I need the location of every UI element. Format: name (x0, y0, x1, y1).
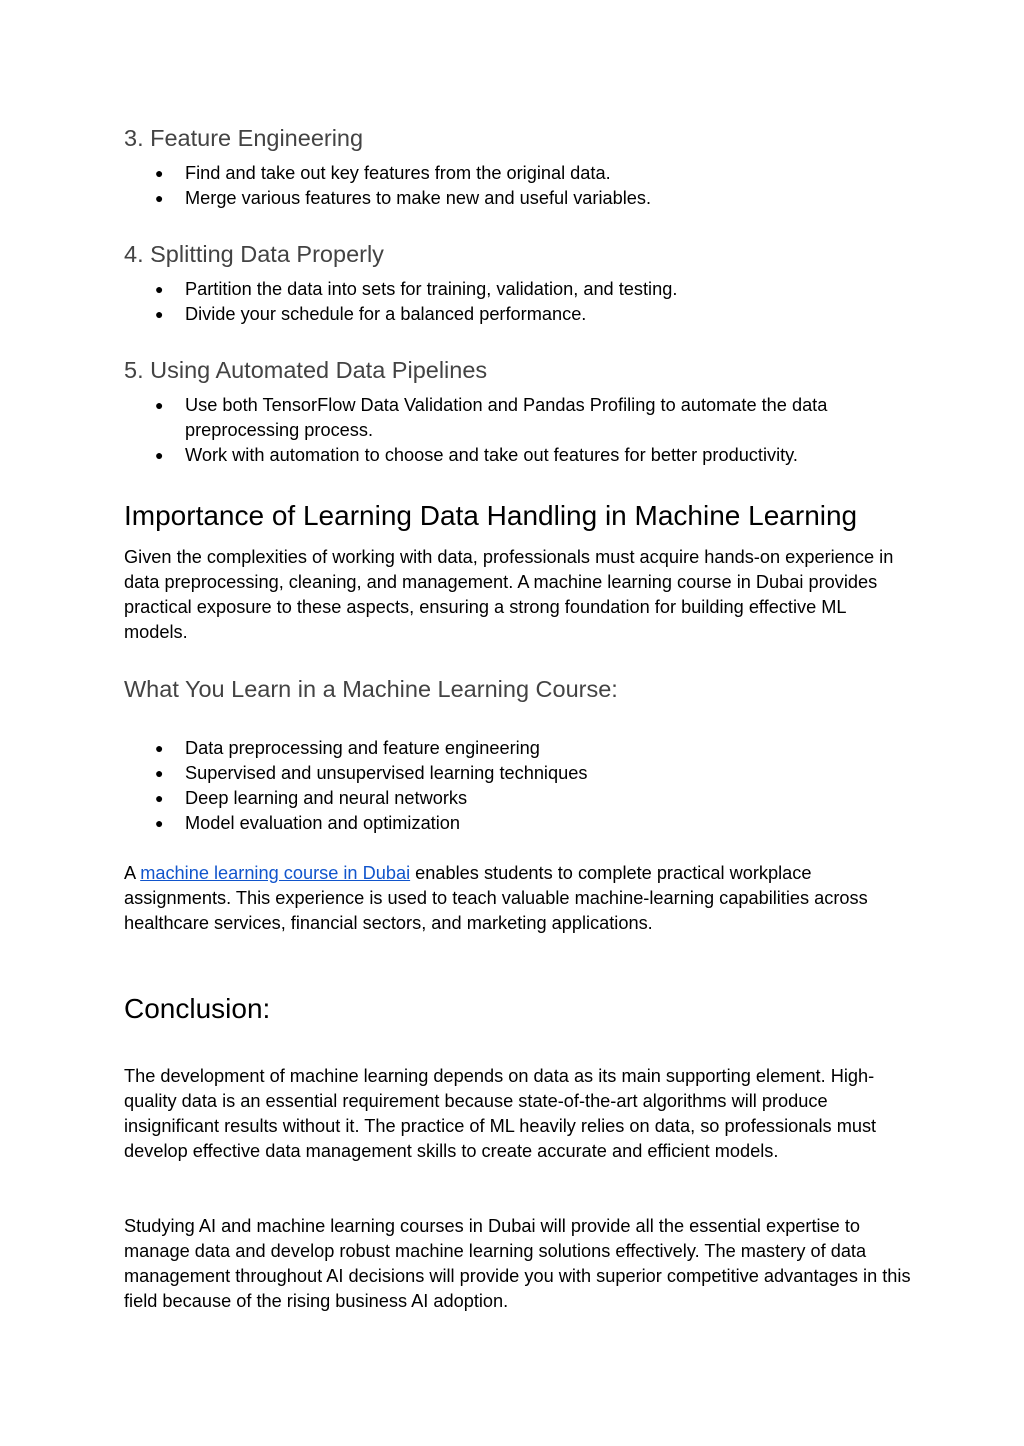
bullet-icon: ● (155, 397, 164, 413)
bullet-icon: ● (155, 790, 164, 806)
list-item: ● Supervised and unsupervised learning techniques (124, 761, 914, 786)
list-item: ● Work with automation to choose and take out features for better productivity. (124, 443, 914, 468)
list-automated-pipelines (124, 393, 914, 468)
list-what-you-learn (124, 736, 914, 836)
bullet-icon: ● (155, 190, 164, 206)
bullet-icon: ● (155, 765, 164, 781)
bullet-icon: ● (155, 740, 164, 756)
heading-splitting-data: 4. Splitting Data Properly (124, 241, 384, 267)
paragraph-course-link: A machine learning course in Dubai enables students to complete practical workplace assignments. This experience is used to teach valuable machine-learning capabilities across healthcare services, financial sectors, and marketing applications. (124, 863, 868, 933)
list-splitting-data (124, 277, 914, 327)
list-item: ● Use both TensorFlow Data Validation and Pandas Profiling to automate the data preprocessing process. (155, 395, 828, 440)
paragraph-conclusion-2: Studying AI and machine learning courses in Dubai will provide all the essential expertise to manage data and develop robust machine learning solutions effectively. The mastery of data management throughout AI decisions will provide you with superior competitive advantages in this field because of the rising business AI adoption. (124, 1216, 911, 1311)
heading-automated-pipelines: 5. Using Automated Data Pipelines (124, 357, 488, 383)
bullet-icon: ● (155, 165, 164, 181)
list-item: ● Data preprocessing and feature engineering (124, 736, 914, 761)
list-item: ● Merge various features to make new and useful variables. (124, 186, 914, 211)
list-item: ● Model evaluation and optimization (124, 811, 914, 836)
bullet-icon: ● (155, 306, 164, 322)
list-item: ● Partition the data into sets for training, validation, and testing. (124, 277, 914, 302)
course-link[interactable]: machine learning course in Dubai (140, 863, 411, 883)
bullet-icon: ● (155, 447, 164, 463)
heading-conclusion: Conclusion: (124, 993, 271, 1024)
heading-feature-engineering: 3. Feature Engineering (124, 125, 364, 151)
list-item: ● Divide your schedule for a balanced performance. (124, 302, 914, 327)
list-feature-engineering (124, 161, 914, 211)
paragraph-importance: Given the complexities of working with data, professionals must acquire hands-on experience in data preprocessing, cleaning, and management. A machine learning course in Dubai provides practical exposure to these aspects, ensuring a strong foundation for building effective ML models. (124, 547, 894, 642)
bullet-icon: ● (155, 815, 164, 831)
heading-what-you-learn: What You Learn in a Machine Learning Course: (124, 676, 618, 702)
bullet-icon: ● (155, 281, 164, 297)
heading-importance: Importance of Learning Data Handling in Machine Learning (124, 500, 858, 531)
list-item: ● Deep learning and neural networks (124, 786, 914, 811)
list-item: ● Find and take out key features from the original data. (124, 161, 914, 186)
paragraph-conclusion-1: The development of machine learning depends on data as its main supporting element. High-quality data is an essential requirement because state-of-the-art algorithms will produce insignificant results without it. The practice of ML heavily relies on data, so professionals must develop effective data management skills to create accurate and efficient models. (124, 1066, 877, 1161)
